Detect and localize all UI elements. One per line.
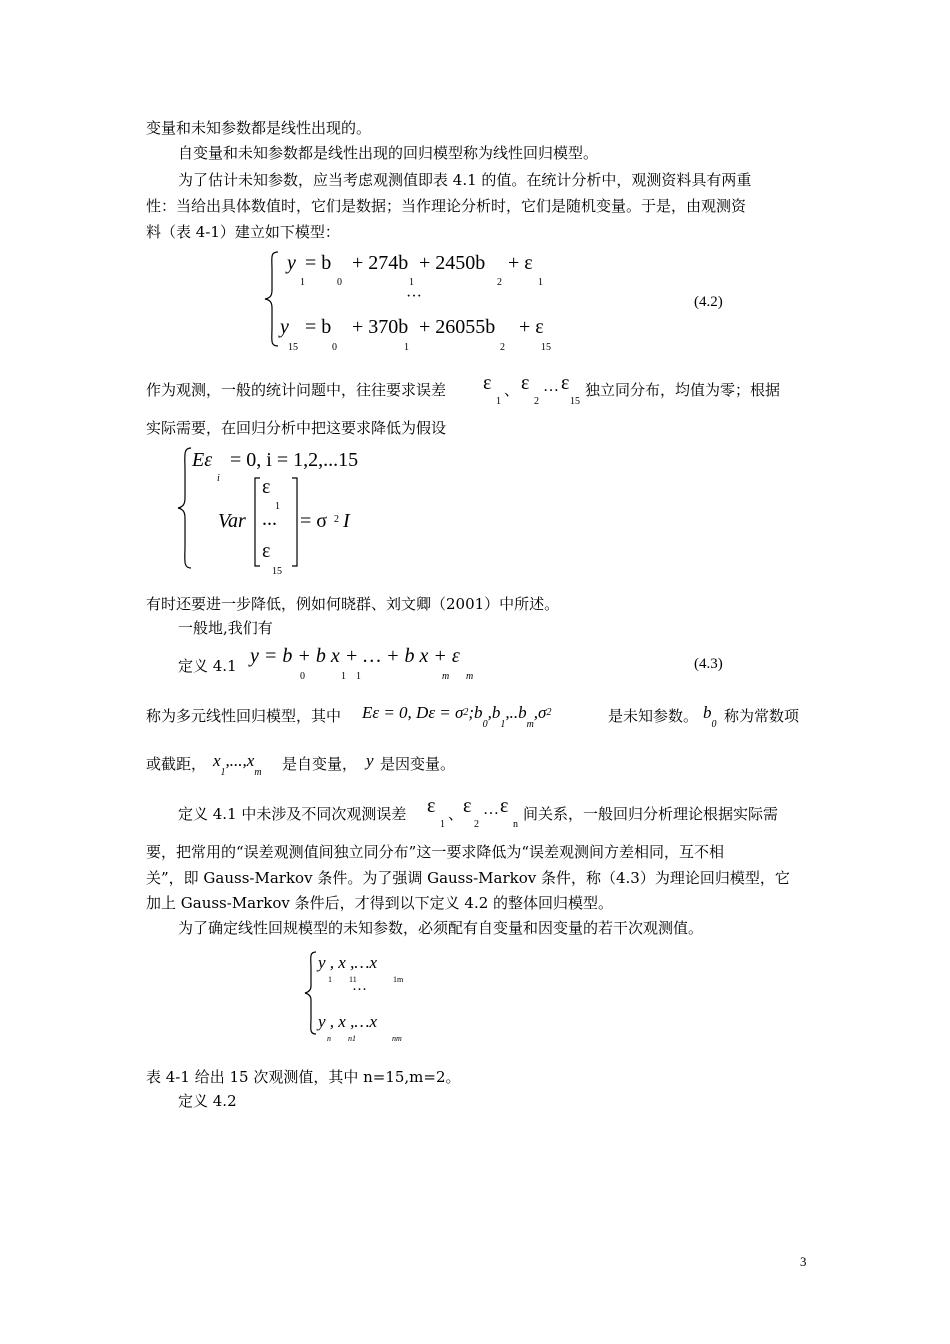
epsilon-symbol: ε [463, 795, 472, 817]
subscript: 15 [570, 396, 580, 407]
subscript: 1 [409, 277, 414, 288]
subscript: 2 [474, 819, 479, 830]
inline-math: y [366, 751, 374, 770]
subscript: i [217, 473, 220, 484]
identity-matrix: I [343, 510, 350, 532]
eq43: y = b + b x + … + b x + ε [250, 645, 460, 667]
subscript: 1 [275, 501, 280, 512]
ellipsis: … [483, 801, 499, 818]
subscript: n [513, 819, 518, 830]
paragraph-line: 为了确定线性回规模型的未知参数，必须配有自变量和因变量的若干次观测值。 [178, 919, 704, 937]
paragraph-line: 是因变量。 [380, 755, 456, 773]
vector-epsilon-1: ε [262, 476, 271, 498]
subscript: m [442, 671, 450, 682]
var-operator: Var [218, 510, 246, 532]
epsilon-symbol: ε [427, 795, 436, 817]
var-rhs: = σ [300, 510, 328, 532]
subscript: 1 [538, 277, 543, 288]
subscript: 1 [440, 819, 445, 830]
definition-label: 定义 4.2 [178, 1092, 237, 1110]
inline-math: Eε = 0, $D\varepsilon = \sigma 2;b_0,b_1,..b_m,\sigma 2$ [362, 703, 552, 730]
obs-row2: y , x ,…x [318, 1012, 378, 1031]
subscript: 0 [337, 277, 342, 288]
subscript: 15 [541, 342, 551, 353]
assumption-mean-rest: = 0, i = 1,2,...15 [230, 449, 359, 471]
epsilon-symbol: ε [483, 372, 492, 394]
subscript: 2 [500, 342, 505, 353]
subscript: 11 [349, 975, 357, 984]
eq42-row2-rhs: = b [305, 316, 332, 338]
separator: 、 [504, 381, 520, 399]
superscript: 2 [334, 514, 339, 525]
subscript: n1 [348, 1034, 356, 1043]
subscript: 15 [272, 566, 282, 577]
paragraph-line: 表 4-1 给出 15 次观测值，其中 n=15,m=2。 [146, 1068, 461, 1086]
equation-number: (4.3) [694, 656, 723, 672]
subscript: 15 [288, 342, 298, 353]
subscript: 1 [356, 671, 361, 682]
eq42-row2-term2: + 26055b [419, 316, 496, 338]
subscript: 1 [341, 671, 346, 682]
separator: 、 [448, 805, 464, 823]
obs-row1: y , x ,…x [318, 953, 378, 972]
paragraph-line: 加上 Gauss-Markov 条件后，才得到以下定义 4.2 的整体回归模型。 [146, 894, 614, 912]
paragraph-line: 料（表 4-1）建立如下模型： [146, 223, 340, 241]
subscript: 2 [534, 396, 539, 407]
paragraph-line: 称为多元线性回归模型，其中 [146, 707, 342, 725]
left-brace-icon [262, 250, 282, 348]
paragraph-line: 是自变量， [282, 755, 358, 773]
subscript: 1 [404, 342, 409, 353]
eq42-row2-term3: + ε [519, 316, 544, 338]
paragraph-line: 变量和未知参数都是线性出现的。 [146, 119, 372, 137]
paragraph-line: 作为观测，一般的统计问题中，往往要求误差 [146, 381, 447, 399]
subscript: 1m [393, 975, 404, 984]
definition-label: 定义 4.1 [178, 657, 237, 675]
paragraph-line: 关”，即 Gauss-Markov 条件。为了强调 Gauss-Markov 条件，称（4.3）为理论回归模型，它 [146, 869, 790, 887]
assumption-mean: Eε [192, 449, 213, 471]
paragraph-line: 定义 4.1 中未涉及不同次观测误差 [178, 805, 407, 823]
eq42-row1-term1: + 274b [352, 252, 409, 274]
subscript: 0 [300, 671, 305, 682]
eq42-row1-rhs: = b [305, 252, 332, 274]
inline-math: $b_0$ [703, 703, 717, 730]
paragraph-line: 是未知参数。 [608, 707, 699, 725]
paragraph-line: 实际需要，在回归分析中把这要求降低为假设 [146, 419, 447, 437]
vector-dots: ... [262, 508, 277, 530]
paragraph-line: 称为常数项 [724, 707, 800, 725]
eq42-dots: ··· [406, 288, 422, 305]
inline-math: $x_1,...,x_m$ [213, 751, 262, 778]
paragraph-line: 间关系，一般回归分析理论根据实际需 [523, 805, 779, 823]
vector-epsilon-15: ε [262, 540, 271, 562]
page-number: 3 [800, 1254, 807, 1269]
paragraph-line: 性：当给出具体数值时，它们是数据；当作理论分析时，它们是随机变量。于是，由观测资 [146, 197, 747, 215]
eq42-row2: y [280, 316, 289, 338]
paragraph-line: 或截距， [146, 755, 207, 773]
paragraph-line: 要，把常用的“误差观测值间独立同分布”这一要求降低为“误差观测间方差相同，互不相 [146, 843, 725, 861]
eq42-row1: y [287, 252, 296, 274]
eq42-row2-term1: + 370b [352, 316, 409, 338]
eq42-row1-term2: + 2450b [419, 252, 486, 274]
paragraph-line: 为了估计未知参数，应当考虑观测值即表 4.1 的值。在统计分析中，观测资料具有两重 [178, 171, 752, 189]
paragraph-line: 有时还要进一步降低，例如何晓群、刘文卿（2001）中所述。 [146, 595, 560, 613]
epsilon-symbol: ε [500, 795, 509, 817]
epsilon-symbol: ε [561, 372, 570, 394]
subscript: n [327, 1034, 331, 1043]
subscript: 2 [497, 277, 502, 288]
subscript: nm [392, 1034, 402, 1043]
obs-dots: ··· [352, 982, 367, 998]
epsilon-symbol: ε [521, 372, 530, 394]
subscript: 0 [332, 342, 337, 353]
paragraph-line: 一般地,我们有 [178, 619, 273, 637]
equation-number: (4.2) [694, 294, 723, 310]
eq42-row1-term3: + ε [508, 252, 533, 274]
paragraph-line: 独立同分布，均值为零；根据 [585, 381, 781, 399]
subscript: m [466, 671, 474, 682]
subscript: 1 [328, 975, 332, 984]
ellipsis: … [543, 378, 559, 395]
subscript: 1 [300, 277, 305, 288]
subscript: 1 [496, 396, 501, 407]
paragraph-line: 自变量和未知参数都是线性出现的回归模型称为线性回归模型。 [178, 144, 599, 162]
